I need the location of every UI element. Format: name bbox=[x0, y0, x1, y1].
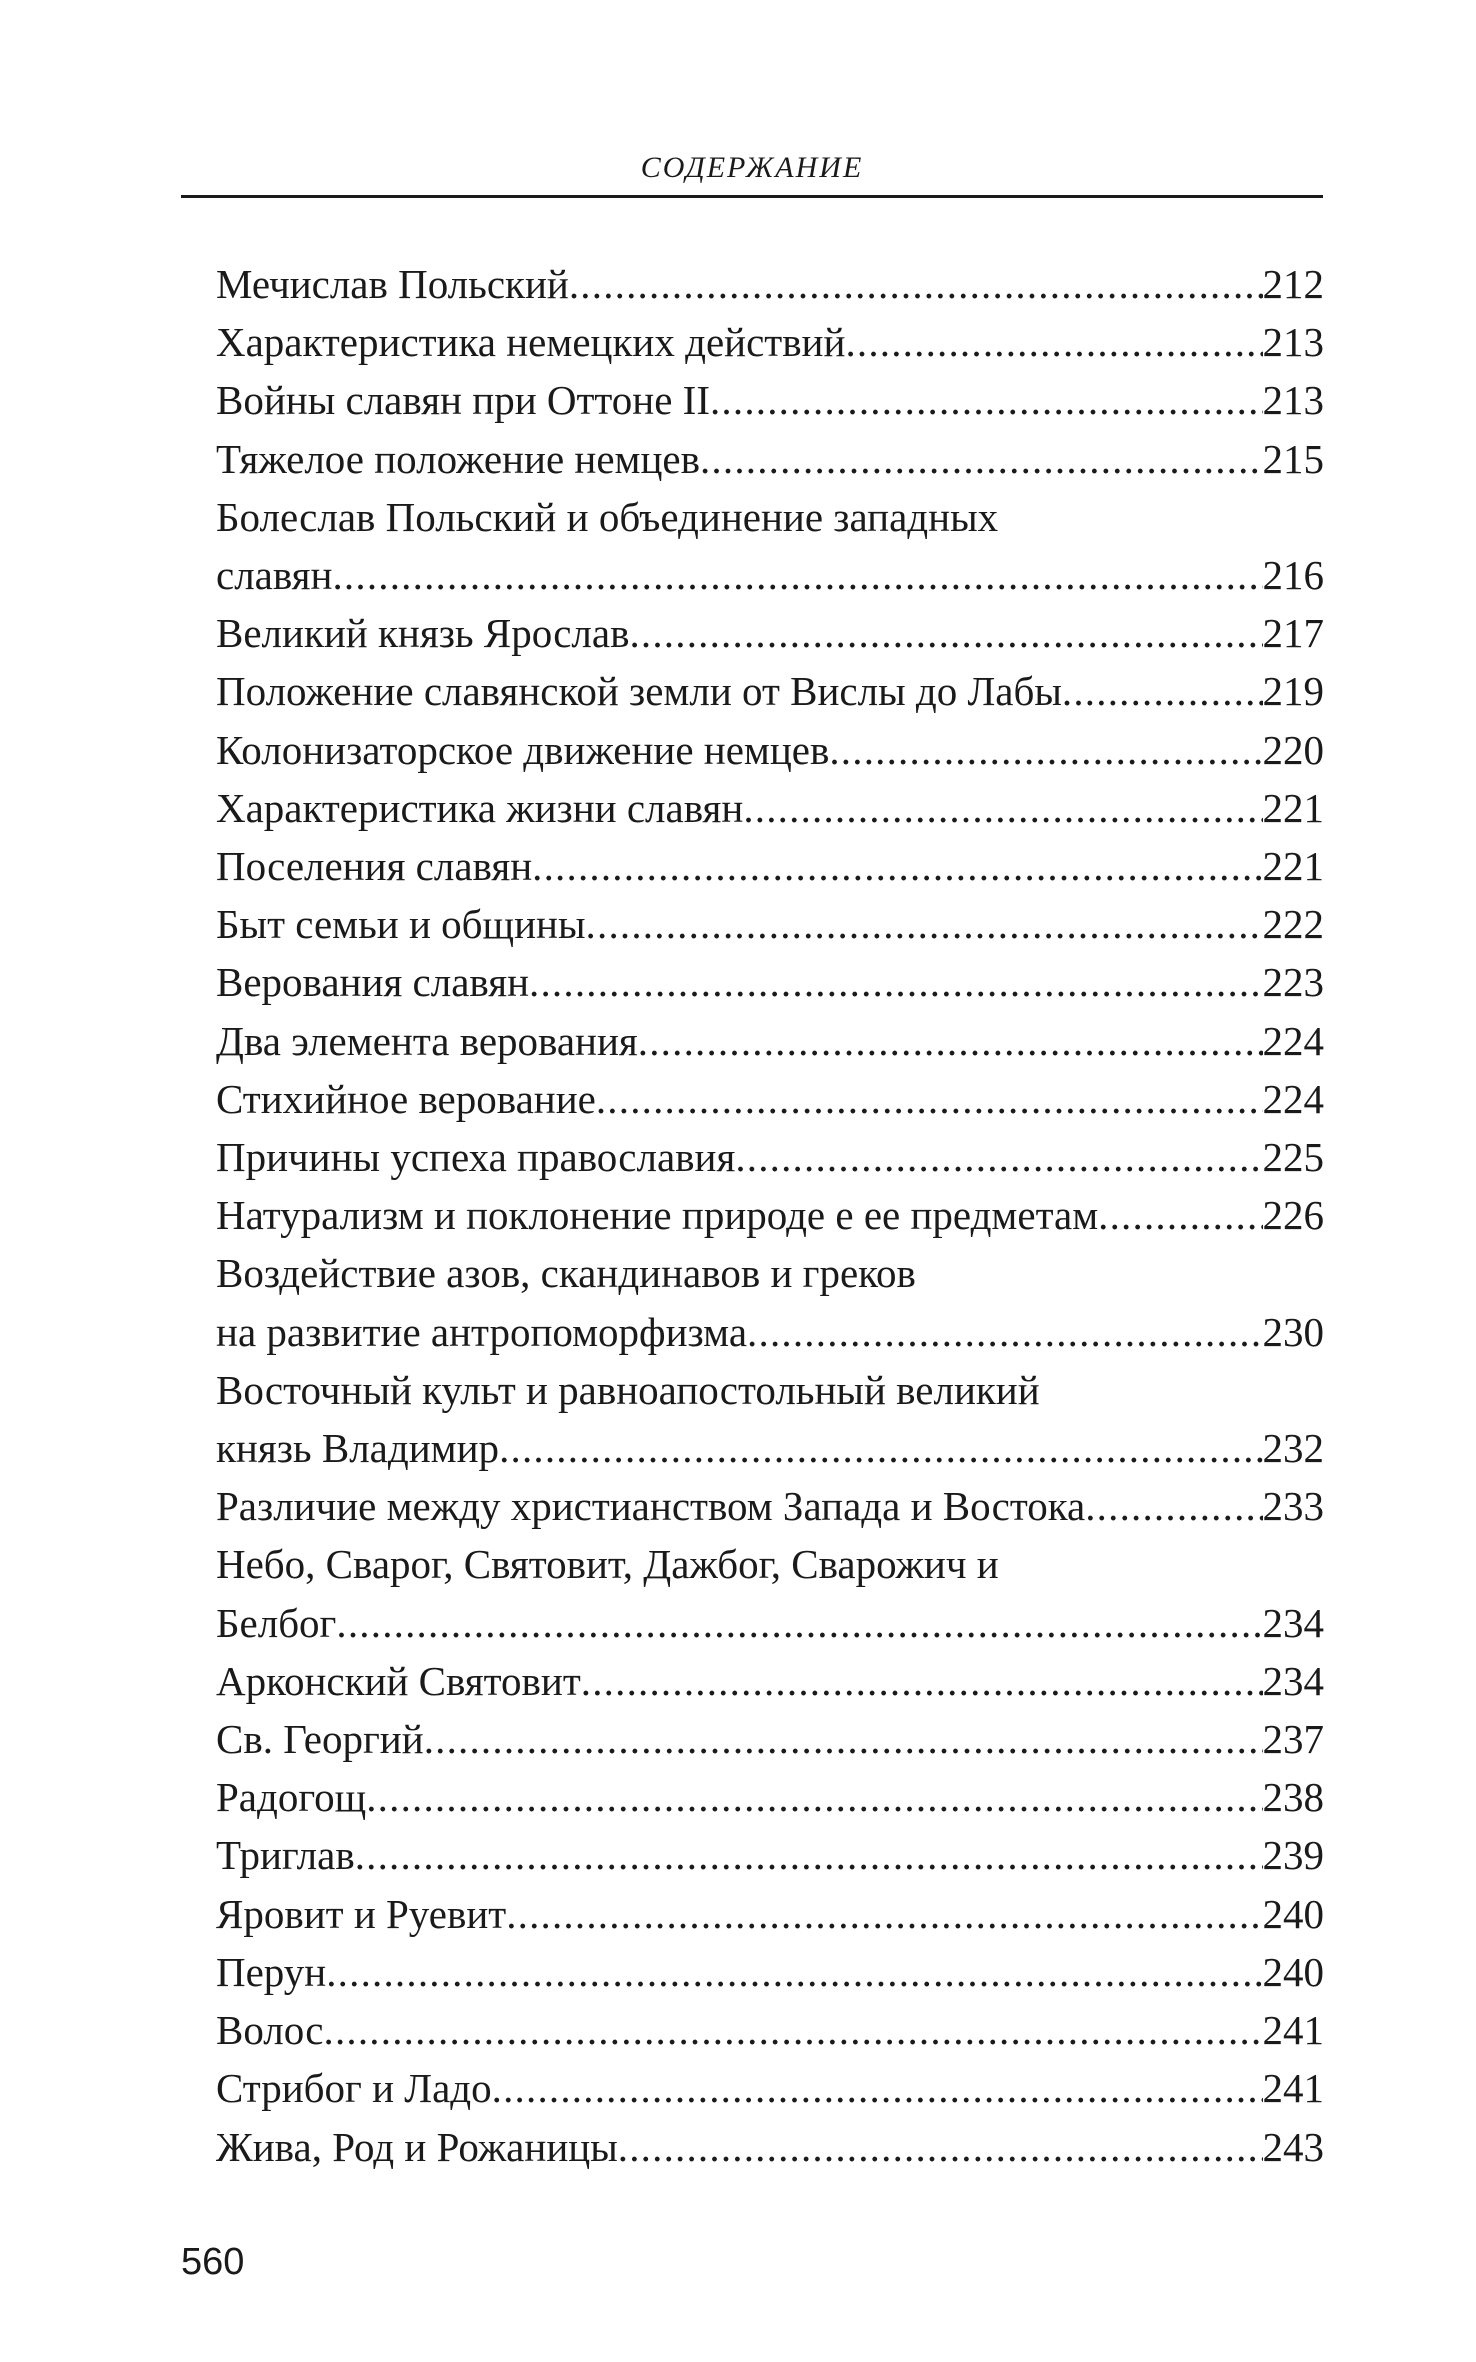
toc-entry-page: 213 bbox=[1262, 377, 1324, 424]
toc-entry-line bbox=[216, 255, 1324, 313]
toc-entry bbox=[216, 1768, 1324, 1826]
toc-entry-page: 224 bbox=[1262, 1075, 1324, 1122]
toc-entry-page: 237 bbox=[1262, 1716, 1324, 1763]
toc-entry-title-first-line: Воздействие азов, скандинавов и греков bbox=[216, 1250, 916, 1297]
header-rule bbox=[181, 195, 1323, 198]
table-of-contents bbox=[216, 255, 1324, 2176]
dot-leader bbox=[618, 2118, 1263, 2176]
toc-entry-page: 234 bbox=[1262, 1657, 1324, 1704]
toc-entry-page: 241 bbox=[1262, 2007, 1324, 2054]
toc-entry-title-first-line: Восточный культ и равноапостольный великий bbox=[216, 1366, 1040, 1413]
toc-entry-page: 238 bbox=[1262, 1774, 1324, 1821]
toc-entry bbox=[216, 1710, 1324, 1768]
toc-entry-page: 243 bbox=[1262, 2123, 1324, 2170]
toc-entry-title: Мечислав Польский bbox=[216, 261, 569, 307]
toc-entry-line bbox=[216, 1826, 1324, 1884]
dot-leader bbox=[710, 371, 1263, 429]
toc-entry-page: 233 bbox=[1262, 1483, 1324, 1530]
toc-entry bbox=[216, 255, 1324, 313]
toc-entry-title: Натурализм и поклонение природе е ее предметам bbox=[216, 1192, 1099, 1239]
toc-entry bbox=[216, 895, 1324, 953]
dot-leader bbox=[506, 1885, 1262, 1943]
dot-leader bbox=[629, 604, 1262, 662]
dot-leader bbox=[586, 895, 1263, 953]
dot-leader bbox=[1062, 662, 1263, 720]
toc-entry-page: 215 bbox=[1262, 435, 1324, 482]
toc-entry-line bbox=[216, 1477, 1324, 1535]
toc-entry bbox=[216, 1012, 1324, 1070]
dot-leader bbox=[324, 2001, 1263, 2059]
toc-entry-page: 219 bbox=[1262, 668, 1324, 715]
toc-entry-page: 216 bbox=[1262, 552, 1324, 599]
toc-entry-page: 232 bbox=[1262, 1425, 1324, 1472]
toc-entry-line bbox=[216, 1594, 1324, 1652]
toc-entry bbox=[216, 837, 1324, 895]
toc-entry-line bbox=[216, 1652, 1324, 1710]
dot-leader bbox=[700, 430, 1263, 488]
toc-entry bbox=[216, 313, 1324, 371]
toc-entry-line bbox=[216, 2001, 1324, 2059]
toc-entry bbox=[216, 1186, 1324, 1244]
toc-entry-title: Перун bbox=[216, 1948, 327, 1995]
toc-entry-title: Радогощ bbox=[216, 1774, 367, 1821]
toc-entry-title: Быт семьи и общины bbox=[216, 901, 586, 948]
toc-entry-page: 226 bbox=[1262, 1192, 1324, 1239]
dot-leader bbox=[743, 779, 1262, 837]
toc-entry-title: Тяжелое положение немцев bbox=[216, 435, 700, 482]
toc-entry-line bbox=[216, 371, 1324, 429]
toc-entry-line bbox=[216, 1303, 1324, 1361]
toc-entry-line bbox=[216, 1128, 1324, 1186]
toc-entry-line bbox=[216, 895, 1324, 953]
toc-entry bbox=[216, 1477, 1324, 1535]
toc-entry-title: Верования славян bbox=[216, 959, 530, 1006]
toc-entry-page: 220 bbox=[1262, 726, 1324, 773]
toc-entry-page: 240 bbox=[1262, 1948, 1324, 1995]
toc-entry-line bbox=[216, 1070, 1324, 1128]
toc-entry bbox=[216, 2118, 1324, 2176]
toc-entry-title: на развитие антропоморфизма bbox=[216, 1308, 748, 1355]
toc-entry-title: Св. Георгий bbox=[216, 1716, 424, 1763]
toc-entry-line bbox=[216, 1943, 1324, 2001]
dot-leader bbox=[366, 1768, 1262, 1826]
toc-entry-title: Характеристика жизни славян bbox=[216, 784, 744, 831]
toc-entry bbox=[216, 1361, 1324, 1477]
toc-entry-title: Триглав bbox=[216, 1832, 355, 1879]
dot-leader bbox=[336, 1594, 1262, 1652]
toc-entry bbox=[216, 953, 1324, 1011]
toc-entry-title: Яровит и Руевит bbox=[216, 1890, 507, 1937]
toc-entry bbox=[216, 1652, 1324, 1710]
toc-entry bbox=[216, 430, 1324, 488]
toc-entry bbox=[216, 371, 1324, 429]
toc-entry-title: Различие между христианством Запада и Востока bbox=[216, 1483, 1086, 1530]
toc-entry-line bbox=[216, 721, 1324, 779]
toc-entry bbox=[216, 1943, 1324, 2001]
toc-entry-page: 224 bbox=[1262, 1017, 1324, 1064]
dot-leader bbox=[492, 2059, 1263, 2117]
toc-entry-page: 222 bbox=[1262, 901, 1324, 948]
dot-leader bbox=[532, 837, 1262, 895]
toc-entry bbox=[216, 2059, 1324, 2117]
dot-leader bbox=[1098, 1186, 1262, 1244]
toc-entry-line bbox=[216, 313, 1324, 371]
toc-entry bbox=[216, 2001, 1324, 2059]
toc-entry-title: Войны славян при Оттоне II bbox=[216, 377, 710, 424]
dot-leader bbox=[569, 255, 1263, 313]
toc-entry-title: Арконский Святовит bbox=[216, 1657, 581, 1704]
toc-entry-title-first-line: Болеслав Польский и объединение западных bbox=[216, 493, 999, 540]
dot-leader bbox=[829, 721, 1262, 779]
toc-entry-page: 241 bbox=[1262, 2065, 1324, 2112]
dot-leader bbox=[845, 313, 1262, 371]
toc-entry-page: 212 bbox=[1262, 261, 1324, 307]
dot-leader bbox=[596, 1070, 1263, 1128]
toc-entry-page: 223 bbox=[1262, 959, 1324, 1006]
toc-entry-page: 240 bbox=[1262, 1890, 1324, 1937]
dot-leader bbox=[326, 1943, 1262, 2001]
toc-entry-title: Жива, Род и Рожаницы bbox=[216, 2123, 618, 2170]
toc-entry-page: 225 bbox=[1262, 1134, 1324, 1181]
toc-entry-title: Колонизаторское движение немцев bbox=[216, 726, 830, 773]
toc-entry-line bbox=[216, 2118, 1324, 2176]
toc-entry-page: 221 bbox=[1262, 784, 1324, 831]
toc-entry-title-first-line: Небо, Сварог, Святовит, Дажбог, Сварожич и bbox=[216, 1541, 999, 1588]
toc-entry-title: князь Владимир bbox=[216, 1425, 500, 1472]
toc-entry-line bbox=[216, 953, 1324, 1011]
toc-entry-title: Волос bbox=[216, 2007, 324, 2054]
toc-entry-title: Великий князь Ярослав bbox=[216, 610, 630, 657]
toc-entry-line bbox=[216, 779, 1324, 837]
page-number: 560 bbox=[181, 2241, 245, 2283]
toc-entry-page: 217 bbox=[1262, 610, 1324, 657]
toc-entry-line bbox=[216, 1186, 1324, 1244]
dot-leader bbox=[332, 546, 1262, 604]
toc-entry-line bbox=[216, 604, 1324, 662]
toc-entry-page: 239 bbox=[1262, 1832, 1324, 1879]
running-head: СОДЕРЖАНИЕ bbox=[640, 151, 864, 184]
dot-leader bbox=[424, 1710, 1263, 1768]
toc-entry bbox=[216, 604, 1324, 662]
dot-leader bbox=[529, 953, 1262, 1011]
toc-entry-title: Положение славянской земли от Вислы до Лабы bbox=[216, 668, 1062, 715]
dot-leader bbox=[735, 1128, 1262, 1186]
toc-entry-title: славян bbox=[216, 552, 333, 599]
dot-leader bbox=[747, 1303, 1262, 1361]
toc-entry-line bbox=[216, 837, 1324, 895]
toc-entry-line bbox=[216, 430, 1324, 488]
dot-leader bbox=[581, 1652, 1263, 1710]
toc-entry-page: 234 bbox=[1262, 1599, 1324, 1646]
toc-entry-title: Характеристика немецких действий bbox=[216, 319, 846, 366]
toc-entry-title: Стихийное верование bbox=[216, 1075, 596, 1122]
toc-entry-title: Причины успеха православия bbox=[216, 1134, 736, 1181]
toc-entry bbox=[216, 1244, 1324, 1360]
toc-entry-line bbox=[216, 2059, 1324, 2117]
toc-entry-line bbox=[216, 1012, 1324, 1070]
toc-entry-line bbox=[216, 662, 1324, 720]
toc-entry-title: Стрибог и Ладо bbox=[216, 2065, 492, 2112]
toc-entry-line bbox=[216, 1710, 1324, 1768]
toc-entry-title: Белбог bbox=[216, 1599, 337, 1646]
dot-leader bbox=[355, 1826, 1263, 1884]
dot-leader bbox=[499, 1419, 1262, 1477]
toc-entry bbox=[216, 721, 1324, 779]
toc-entry-title: Поселения славян bbox=[216, 843, 533, 890]
toc-entry-line bbox=[216, 1419, 1324, 1477]
toc-entry bbox=[216, 662, 1324, 720]
toc-entry bbox=[216, 1826, 1324, 1884]
toc-entry-line bbox=[216, 546, 1324, 604]
toc-entry bbox=[216, 1128, 1324, 1186]
toc-entry-page: 230 bbox=[1262, 1308, 1324, 1355]
toc-entry-line bbox=[216, 1885, 1324, 1943]
toc-entry-page: 221 bbox=[1262, 843, 1324, 890]
toc-entry bbox=[216, 1070, 1324, 1128]
toc-entry-line bbox=[216, 1768, 1324, 1826]
toc-entry-title: Два элемента верования bbox=[216, 1017, 638, 1064]
dot-leader bbox=[1085, 1477, 1262, 1535]
toc-entry-page: 213 bbox=[1262, 319, 1324, 366]
toc-entry bbox=[216, 1885, 1324, 1943]
toc-entry bbox=[216, 488, 1324, 604]
toc-entry bbox=[216, 1535, 1324, 1651]
toc-entry bbox=[216, 779, 1324, 837]
dot-leader bbox=[638, 1012, 1263, 1070]
